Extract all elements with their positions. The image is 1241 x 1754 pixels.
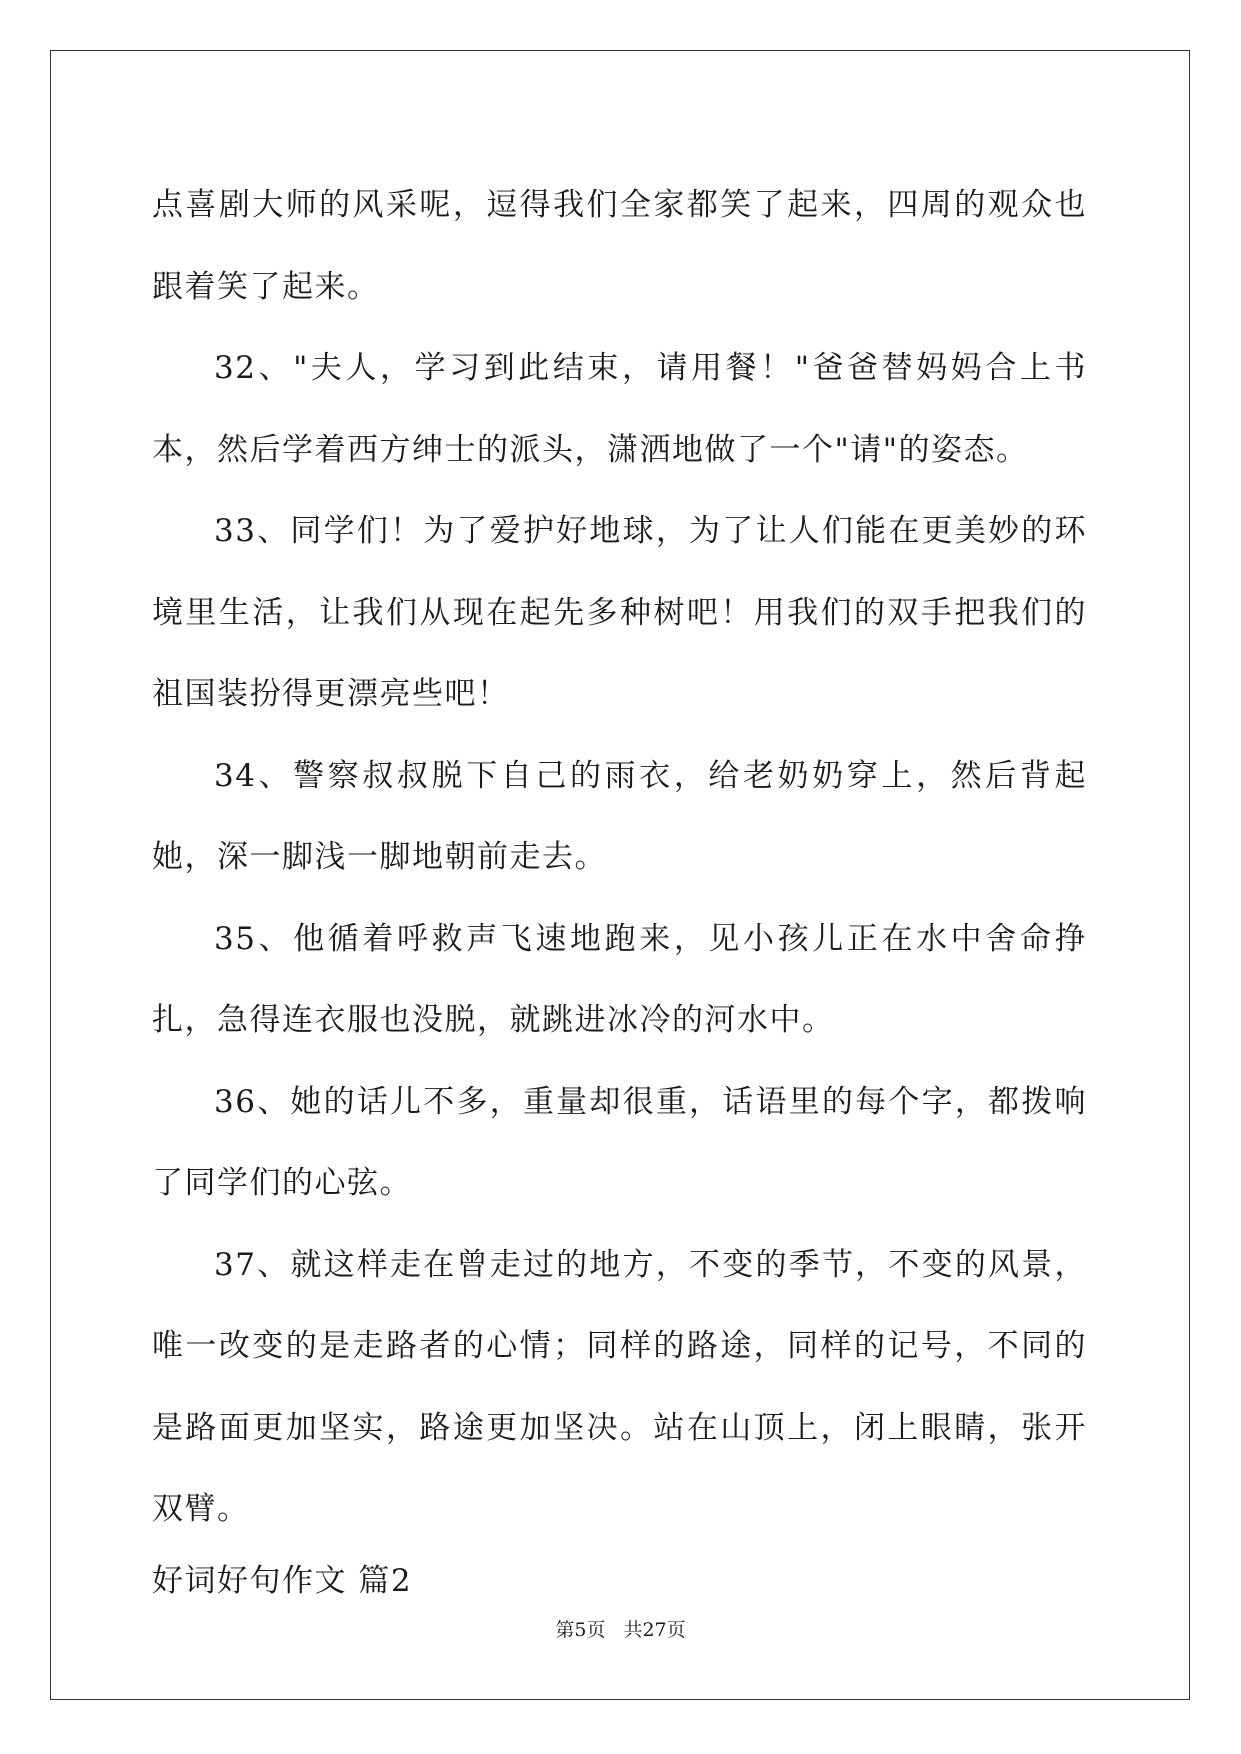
paragraph-37: 37、就这样走在曾走过的地方，不变的季节，不变的风景，唯一改变的是走路者的心情；同样的路途，同样的记号，不同的是路面更加坚实，路途更加坚决。站在山顶上，闭上眼睛，张开双臂。: [152, 1246, 1087, 1527]
page-total: 共27页: [623, 1619, 686, 1641]
paragraph-36: 36、她的话儿不多，重量却很重，话语里的每个字，都拨响了同学们的心弦。: [152, 1083, 1087, 1201]
paragraph-35: 35、他循着呼救声飞速地跑来，见小孩儿正在水中舍命挣扎，急得连衣服也没脱，就跳进冰冷的河水中。: [152, 920, 1087, 1038]
paragraph-33: 33、同学们！为了爱护好地球，为了让人们能在更美妙的环境里生活，让我们从现在起先多种树吧！用我们的双手把我们的祖国装扮得更漂亮些吧！: [152, 513, 1087, 712]
page-number: 第5页: [555, 1619, 606, 1641]
document-body: [152, 165, 1087, 1611]
section-heading: 好词好句作文 篇2: [152, 1562, 413, 1599]
page-footer: [0, 1615, 1241, 1642]
paragraph-0: 点喜剧大师的风采呢，逗得我们全家都笑了起来，四周的观众也跟着笑了起来。: [152, 187, 1087, 305]
paragraph-32: 32、"夫人，学习到此结束，请用餐！"爸爸替妈妈合上书本，然后学着西方绅士的派头，潇洒地做了一个"请"的姿态。: [152, 350, 1087, 468]
paragraph-34: 34、警察叔叔脱下自己的雨衣，给老奶奶穿上，然后背起她，深一脚浅一脚地朝前走去。: [152, 757, 1087, 875]
